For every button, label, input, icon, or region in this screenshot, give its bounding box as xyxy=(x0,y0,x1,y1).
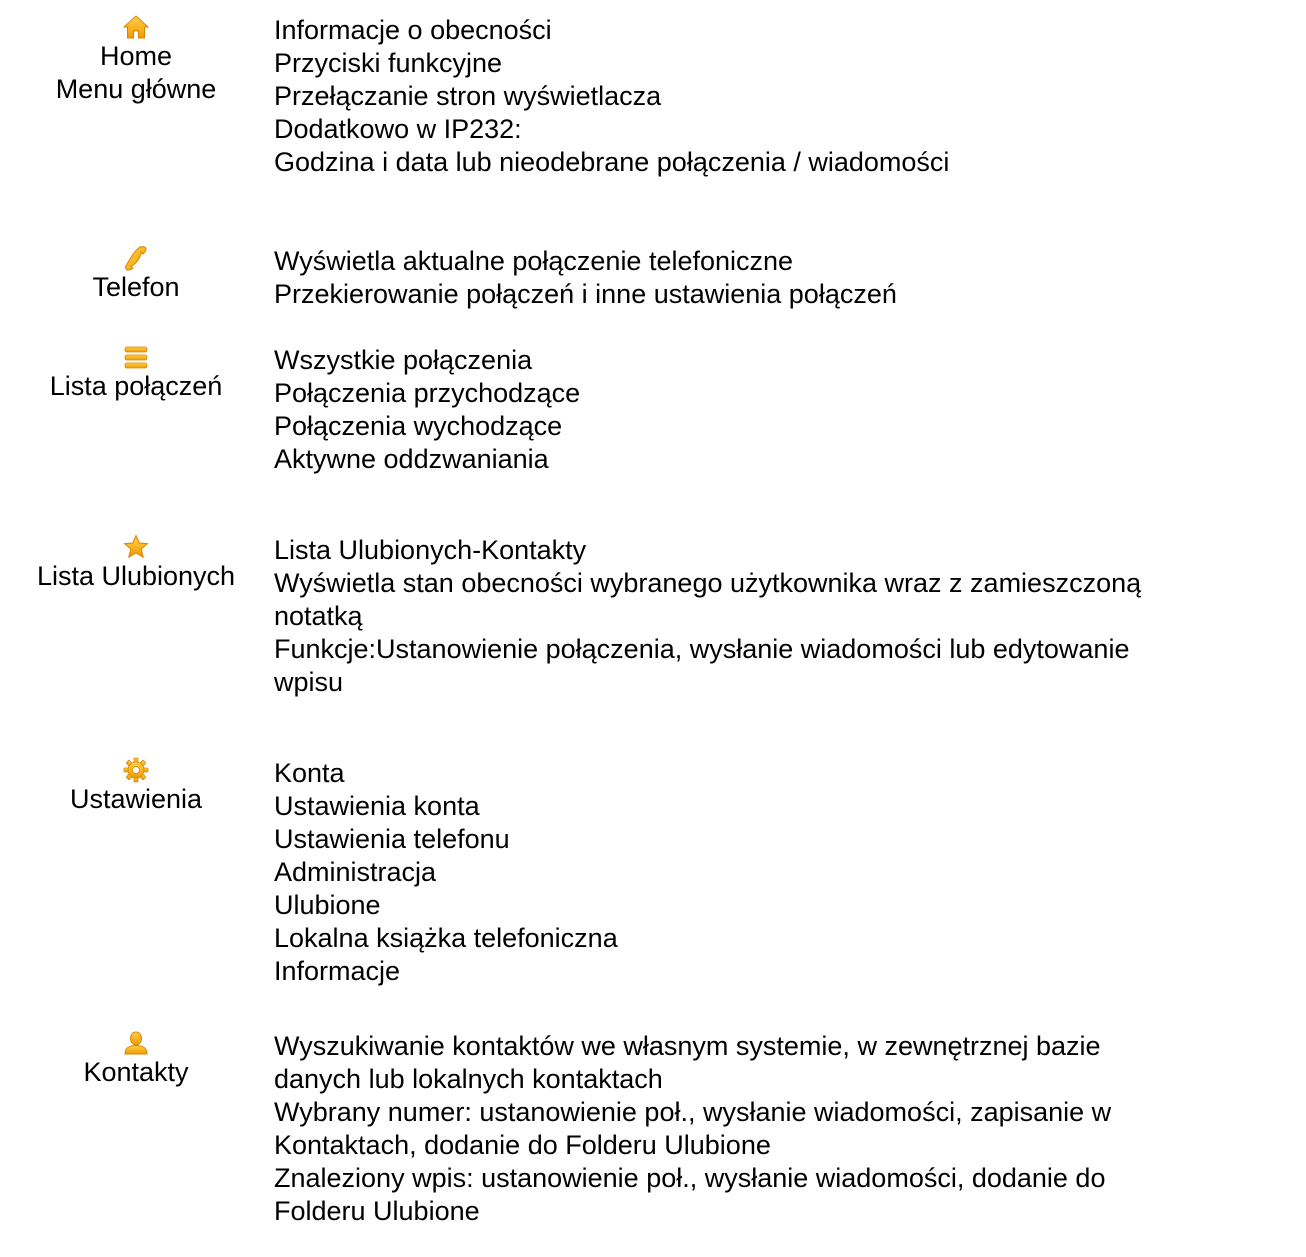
section-header xyxy=(0,1030,272,1089)
section-lines xyxy=(274,1030,1306,1228)
feature-line: Przyciski funkcyjne xyxy=(274,48,503,78)
section-lines xyxy=(274,344,1306,476)
person-icon xyxy=(123,1030,149,1056)
feature-line: danych lub lokalnych kontaktach xyxy=(274,1064,663,1094)
section-label: Kontakty xyxy=(83,1057,189,1087)
feature-line: Folderu Ulubione xyxy=(274,1196,480,1226)
feature-line: Konta xyxy=(274,758,345,788)
section-header xyxy=(0,245,272,304)
list-icon xyxy=(123,344,149,370)
feature-line: Połączenia wychodzące xyxy=(274,411,563,441)
feature-line: Ustawienia konta xyxy=(274,791,480,821)
section-label: Ustawienia xyxy=(69,784,203,814)
feature-line: Znaleziony wpis: ustanowienie poł., wysłanie wiadomości, dodanie do xyxy=(274,1163,1106,1193)
feature-line: notatką xyxy=(274,601,363,631)
feature-line: Ustawienia telefonu xyxy=(274,824,510,854)
feature-line: Informacje xyxy=(274,956,401,986)
feature-line: Wyszukiwanie kontaktów we własnym systemie, w zewnętrznej bazie xyxy=(274,1031,1101,1061)
section-label: Lista połączeń xyxy=(49,371,223,401)
section-label: Home xyxy=(99,41,173,71)
section-header xyxy=(0,344,272,403)
feature-line: Ulubione xyxy=(274,890,381,920)
home-icon xyxy=(123,14,149,40)
feature-line: Wszystkie połączenia xyxy=(274,345,533,375)
feature-line: Dodatkowo w IP232: xyxy=(274,114,522,144)
feature-line: wpisu xyxy=(274,667,344,697)
feature-line: Administracja xyxy=(274,857,437,887)
star-icon xyxy=(123,534,149,560)
gear-icon xyxy=(123,757,149,783)
feature-line: Godzina i data lub nieodebrane połączenia / wiadomości xyxy=(274,147,950,177)
feature-line: Przełączanie stron wyświetlacza xyxy=(274,81,662,111)
feature-line: Lista Ulubionych-Kontakty xyxy=(274,535,587,565)
feature-line: Wybrany numer: ustanowienie poł., wysłanie wiadomości, zapisanie w xyxy=(274,1097,1112,1127)
feature-line: Wyświetla stan obecności wybranego użytkownika wraz z zamieszczoną xyxy=(274,568,1142,598)
feature-line: Informacje o obecności xyxy=(274,15,552,45)
section-header xyxy=(0,757,272,816)
section-label: Telefon xyxy=(92,272,180,302)
feature-line: Przekierowanie połączeń i inne ustawienia połączeń xyxy=(274,279,897,309)
section-lines xyxy=(274,757,1306,988)
section-header xyxy=(0,534,272,593)
section-lines xyxy=(274,14,1306,179)
section-lines xyxy=(274,534,1306,699)
feature-line: Połączenia przychodzące xyxy=(274,378,581,408)
feature-line: Lokalna książka telefoniczna xyxy=(274,923,618,953)
feature-line: Wyświetla aktualne połączenie telefoniczne xyxy=(274,246,794,276)
section-label: Menu główne xyxy=(55,74,217,104)
feature-line: Funkcje:Ustanowienie połączenia, wysłanie wiadomości lub edytowanie xyxy=(274,634,1130,664)
feature-line: Aktywne oddzwaniania xyxy=(274,444,549,474)
feature-line: Kontaktach, dodanie do Folderu Ulubione xyxy=(274,1130,771,1160)
section-lines xyxy=(274,245,1306,311)
section-header xyxy=(0,14,272,106)
section-label: Lista Ulubionych xyxy=(36,561,236,591)
phone-icon xyxy=(123,245,149,271)
